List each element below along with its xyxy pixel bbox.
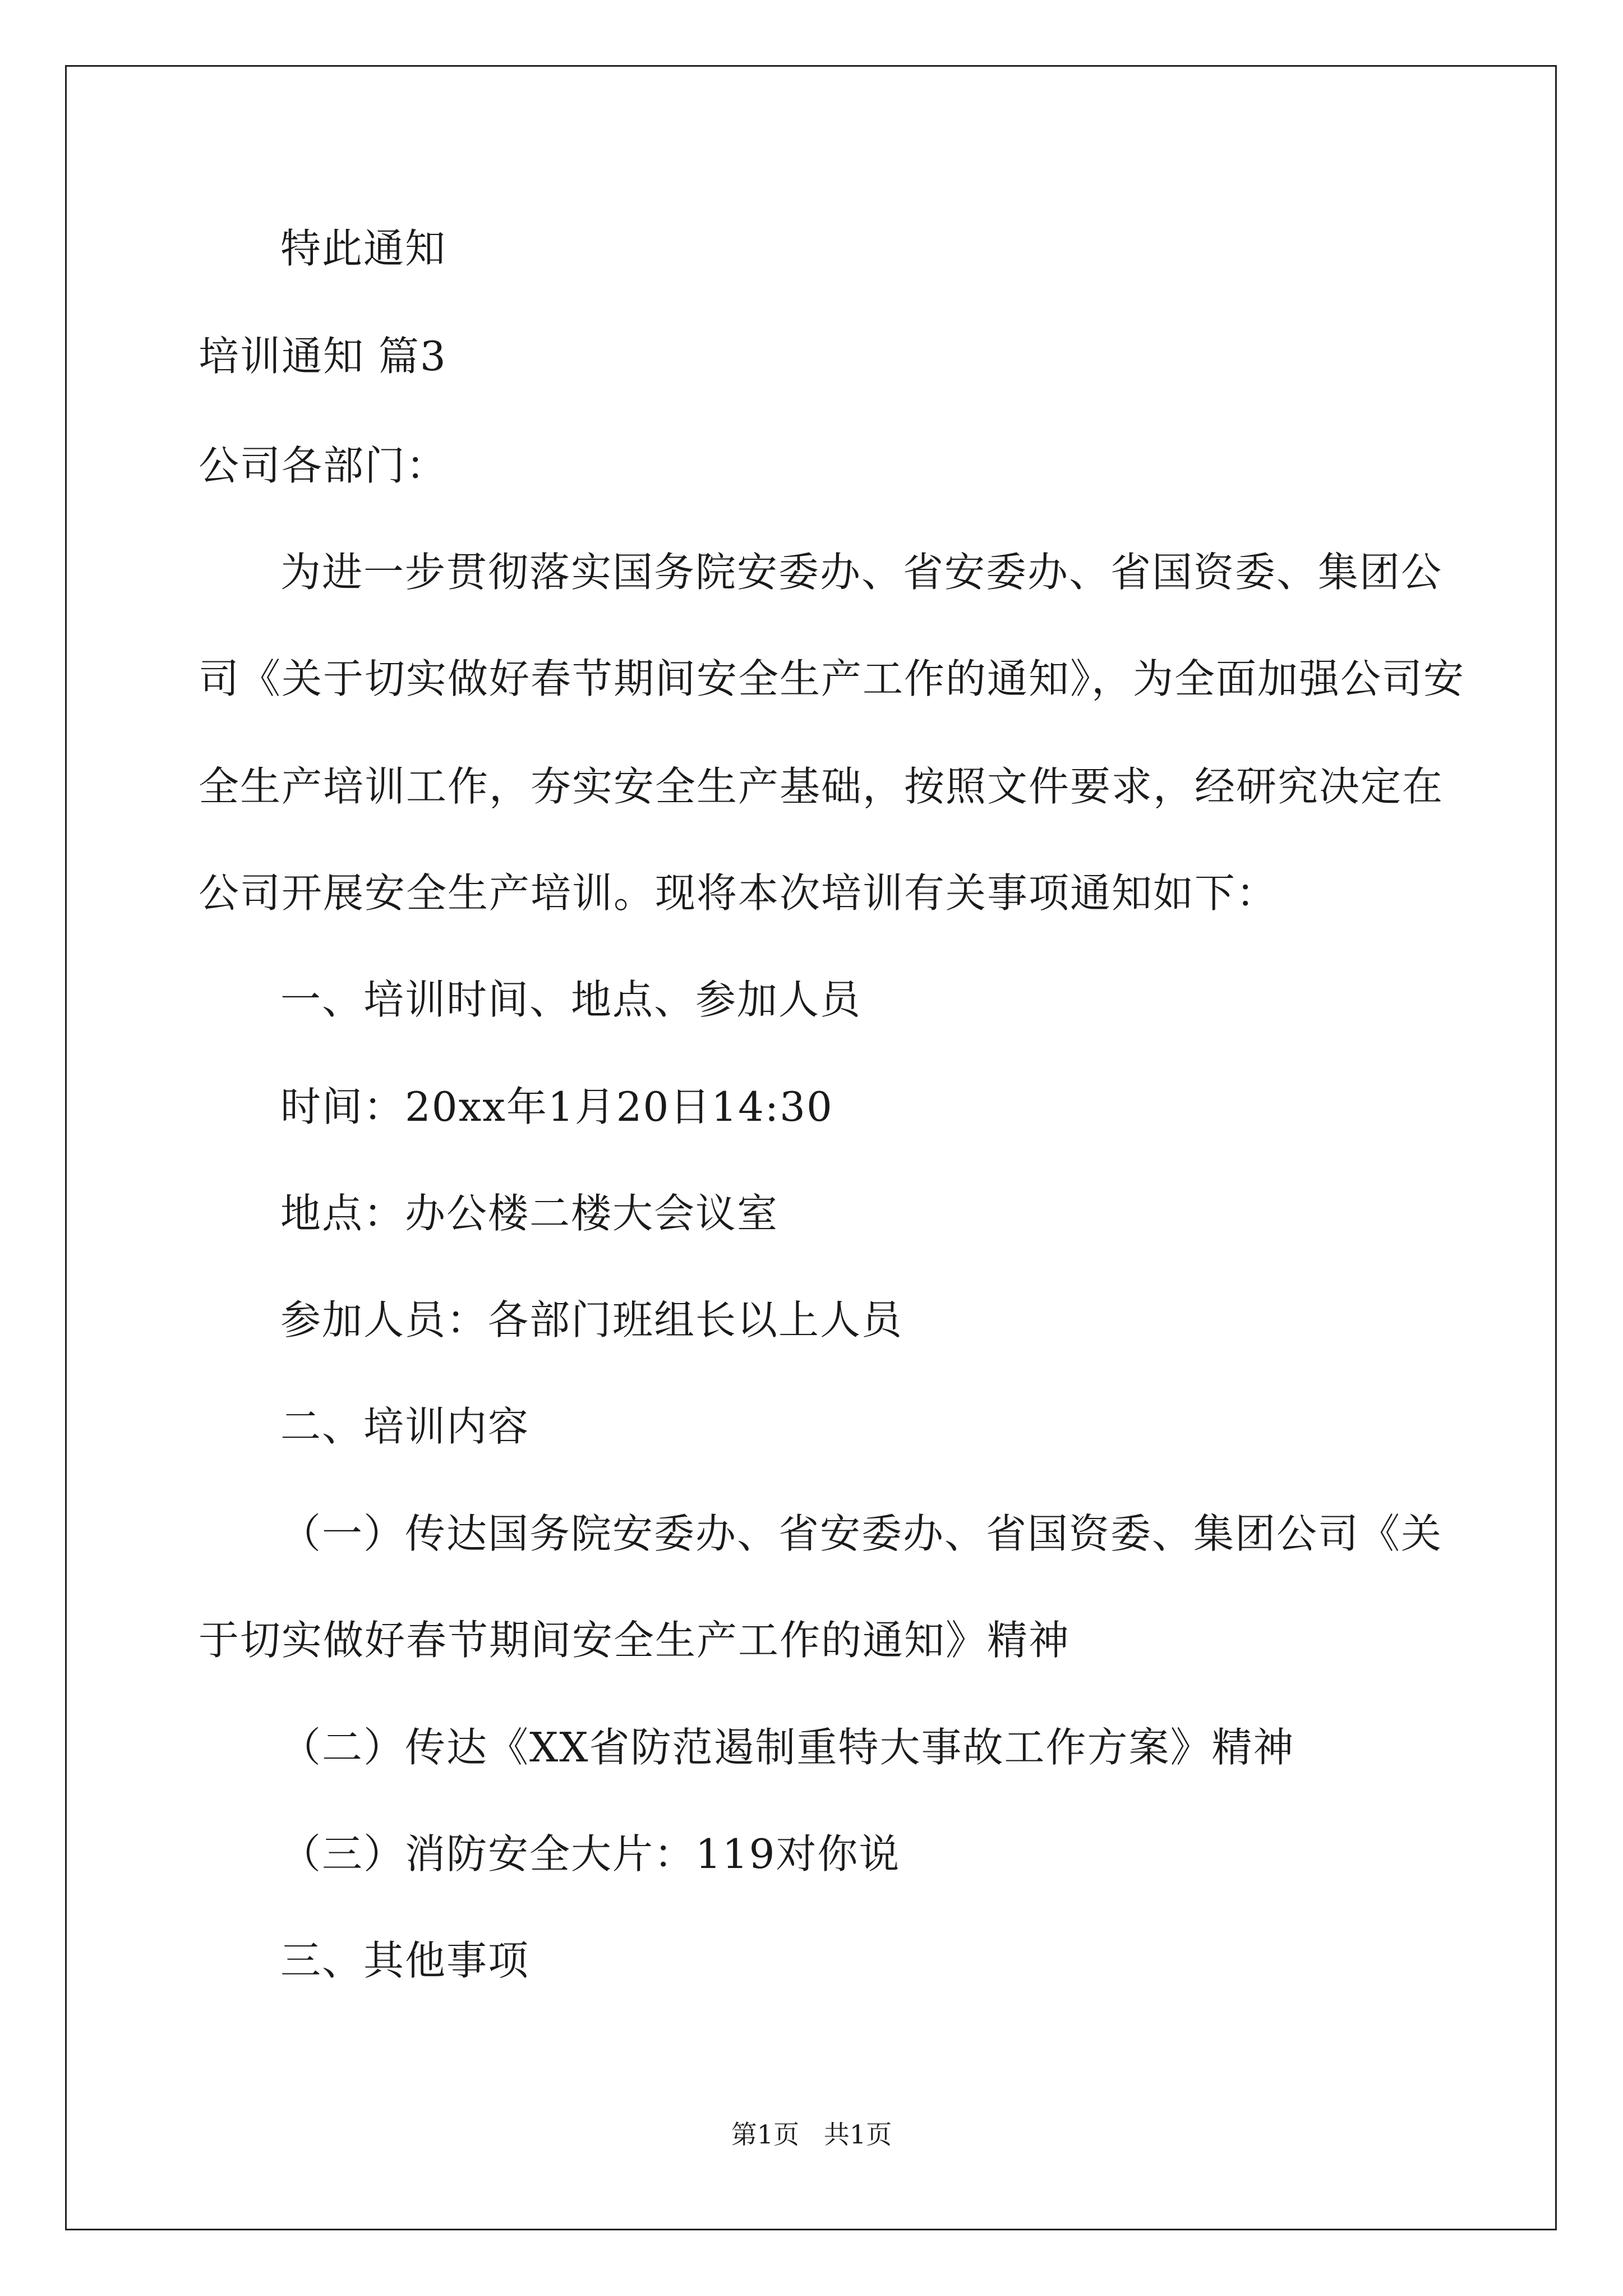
content-item: （二）传达《XX省防范遏制重特大事故工作方案》精神: [280, 1724, 1295, 1771]
page-border: [65, 65, 1557, 2230]
salutation: 公司各部门：: [199, 442, 448, 489]
list-heading: 三、其他事项: [280, 1937, 530, 1984]
location-line: 地点：办公楼二楼大会议室: [280, 1190, 779, 1237]
content-item-continued: 于切实做好春节期间安全生产工作的通知》精神: [199, 1617, 1071, 1664]
paragraph-line: 全生产培训工作，夯实安全生产基础，按照文件要求，经研究决定在: [199, 763, 1444, 810]
paragraph-line: 为进一步贯彻落实国务院安委办、省安委办、省国资委、集团公: [280, 549, 1443, 596]
list-heading: 二、培训内容: [280, 1403, 530, 1450]
content-item: （三）消防安全大片：119对你说: [280, 1830, 901, 1878]
section-heading: 培训通知 篇3: [199, 333, 447, 380]
page-number-footer: 第1页 共1页: [731, 2119, 892, 2150]
list-heading: 一、培训时间、地点、参加人员: [280, 976, 862, 1023]
closing-line: 特此通知: [280, 225, 447, 272]
time-line: 时间：20xx年1月20日14:30: [280, 1083, 833, 1130]
attendees-line: 参加人员：各部门班组长以上人员: [280, 1296, 903, 1343]
paragraph-line: 司《关于切实做好春节期间安全生产工作的通知》，为全面加强公司安: [199, 655, 1465, 702]
content-item: （一）传达国务院安委办、省安委办、省国资委、集团公司《关: [280, 1510, 1443, 1557]
paragraph-line: 公司开展安全生产培训。现将本次培训有关事项通知如下：: [199, 869, 1278, 917]
